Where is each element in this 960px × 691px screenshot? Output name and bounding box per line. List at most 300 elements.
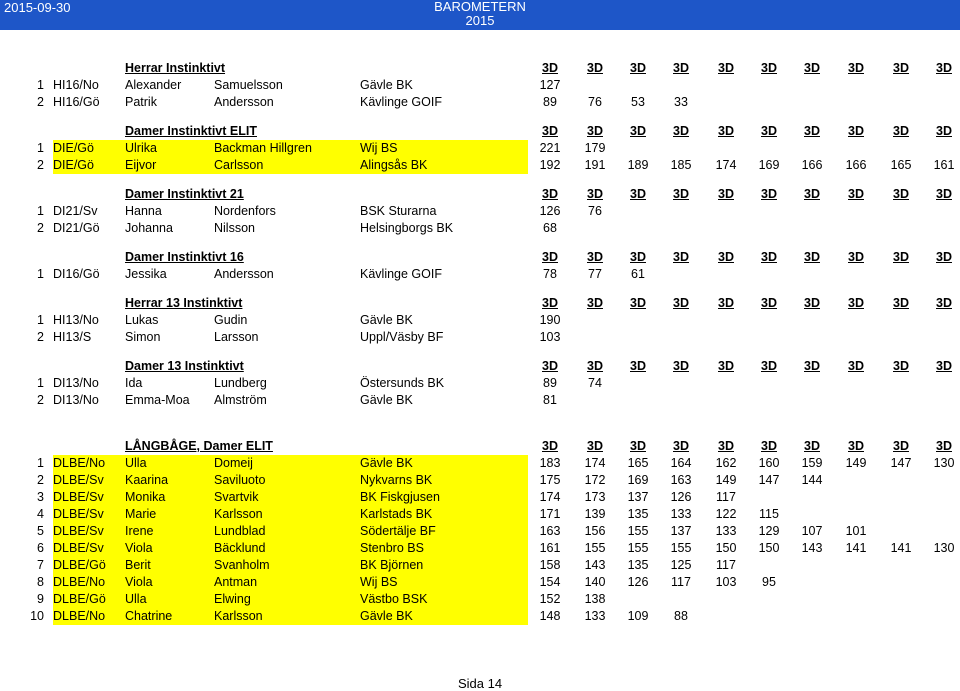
score-cell: 173 bbox=[584, 490, 606, 504]
section-title: Damer Instinktivt 21 bbox=[125, 187, 244, 201]
score-cell: 147 bbox=[890, 456, 912, 470]
column-header-3d: 3D bbox=[848, 61, 864, 75]
class-cell: DI21/Sv bbox=[53, 204, 98, 218]
last-name-cell: Lundberg bbox=[214, 376, 267, 390]
column-header-3d: 3D bbox=[673, 250, 689, 264]
score-cell: 144 bbox=[801, 473, 823, 487]
score-cell: 78 bbox=[543, 267, 557, 281]
score-cell: 81 bbox=[543, 393, 557, 407]
score-cell: 159 bbox=[801, 456, 823, 470]
table-row bbox=[0, 94, 960, 111]
score-cell: 152 bbox=[539, 592, 561, 606]
column-header-3d: 3D bbox=[542, 296, 558, 310]
score-cell: 164 bbox=[670, 456, 692, 470]
column-header-3d: 3D bbox=[630, 124, 646, 138]
column-header-3d: 3D bbox=[673, 439, 689, 453]
score-cell: 140 bbox=[584, 575, 606, 589]
score-cell: 162 bbox=[715, 456, 737, 470]
table-row bbox=[0, 312, 960, 329]
column-header-3d: 3D bbox=[673, 124, 689, 138]
club-cell: Uppl/Väsby BF bbox=[360, 330, 444, 344]
club-cell: Alingsås BK bbox=[360, 158, 428, 172]
score-cell: 137 bbox=[627, 490, 649, 504]
score-cell: 141 bbox=[845, 541, 867, 555]
class-cell: HI13/No bbox=[53, 313, 99, 327]
table-row bbox=[0, 574, 960, 591]
column-header-3d: 3D bbox=[804, 124, 820, 138]
score-cell: 148 bbox=[539, 609, 561, 623]
column-header-3d: 3D bbox=[893, 187, 909, 201]
last-name-cell: Gudin bbox=[214, 313, 248, 327]
score-cell: 147 bbox=[758, 473, 780, 487]
score-cell: 135 bbox=[627, 507, 649, 521]
score-cell: 154 bbox=[539, 575, 561, 589]
first-name-cell: Chatrine bbox=[125, 609, 173, 623]
score-cell: 76 bbox=[588, 95, 602, 109]
rank-cell: 1 bbox=[37, 204, 44, 218]
column-header-3d: 3D bbox=[936, 187, 952, 201]
last-name-cell: Andersson bbox=[214, 267, 274, 281]
class-cell: DLBE/No bbox=[53, 609, 106, 623]
score-cell: 175 bbox=[539, 473, 561, 487]
result-section bbox=[0, 358, 960, 409]
rank-cell: 1 bbox=[37, 456, 44, 470]
club-cell: Gävle BK bbox=[360, 456, 413, 470]
column-header-3d: 3D bbox=[761, 250, 777, 264]
rank-cell: 1 bbox=[37, 141, 44, 155]
score-cell: 192 bbox=[539, 158, 561, 172]
score-cell: 174 bbox=[584, 456, 606, 470]
column-header-3d: 3D bbox=[893, 124, 909, 138]
section-header-row bbox=[0, 438, 960, 455]
header-title-line1: BAROMETERN bbox=[434, 0, 526, 14]
score-cell: 115 bbox=[759, 507, 779, 521]
class-cell: DLBE/Sv bbox=[53, 490, 104, 504]
score-cell: 150 bbox=[715, 541, 737, 555]
score-cell: 155 bbox=[584, 541, 606, 555]
score-cell: 221 bbox=[539, 141, 561, 155]
table-row bbox=[0, 608, 960, 625]
column-header-3d: 3D bbox=[587, 439, 603, 453]
last-name-cell: Backman Hillgren bbox=[214, 141, 312, 155]
table-row bbox=[0, 220, 960, 237]
result-section bbox=[0, 60, 960, 111]
column-header-3d: 3D bbox=[587, 61, 603, 75]
club-cell: Kävlinge GOIF bbox=[360, 95, 442, 109]
club-cell: Karlstads BK bbox=[360, 507, 433, 521]
club-cell: BK Björnen bbox=[360, 558, 424, 572]
score-cell: 68 bbox=[543, 221, 557, 235]
club-cell: BK Fiskgjusen bbox=[360, 490, 440, 504]
column-header-3d: 3D bbox=[893, 250, 909, 264]
column-header-3d: 3D bbox=[718, 187, 734, 201]
first-name-cell: Irene bbox=[125, 524, 154, 538]
column-header-3d: 3D bbox=[848, 439, 864, 453]
rank-cell: 7 bbox=[37, 558, 44, 572]
score-cell: 169 bbox=[627, 473, 649, 487]
score-cell: 74 bbox=[588, 376, 602, 390]
score-cell: 174 bbox=[715, 158, 737, 172]
section-spacer bbox=[0, 111, 960, 123]
table-row bbox=[0, 506, 960, 523]
score-cell: 165 bbox=[627, 456, 649, 470]
result-section bbox=[0, 123, 960, 174]
class-cell: DI13/No bbox=[53, 393, 99, 407]
score-cell: 189 bbox=[627, 158, 649, 172]
page-footer: Sida 14 bbox=[457, 676, 503, 691]
column-header-3d: 3D bbox=[673, 187, 689, 201]
first-name-cell: Johanna bbox=[125, 221, 173, 235]
class-cell: DLBE/Gö bbox=[53, 558, 106, 572]
score-cell: 183 bbox=[539, 456, 561, 470]
last-name-cell: Larsson bbox=[214, 330, 259, 344]
section-header-row bbox=[0, 295, 960, 312]
score-cell: 172 bbox=[584, 473, 606, 487]
class-cell: DI16/Gö bbox=[53, 267, 100, 281]
column-header-3d: 3D bbox=[673, 296, 689, 310]
column-header-3d: 3D bbox=[804, 359, 820, 373]
club-cell: Wij BS bbox=[360, 575, 398, 589]
class-cell: DLBE/Sv bbox=[53, 541, 104, 555]
column-header-3d: 3D bbox=[630, 359, 646, 373]
column-header-3d: 3D bbox=[761, 359, 777, 373]
class-cell: HI16/Gö bbox=[53, 95, 100, 109]
column-header-3d: 3D bbox=[587, 124, 603, 138]
column-header-3d: 3D bbox=[761, 296, 777, 310]
first-name-cell: Kaarina bbox=[125, 473, 169, 487]
club-cell: Gävle BK bbox=[360, 393, 413, 407]
result-section bbox=[0, 186, 960, 237]
table-row bbox=[0, 489, 960, 506]
column-header-3d: 3D bbox=[804, 61, 820, 75]
rank-cell: 1 bbox=[37, 78, 44, 92]
column-header-3d: 3D bbox=[673, 359, 689, 373]
column-header-3d: 3D bbox=[804, 187, 820, 201]
section-spacer bbox=[0, 237, 960, 249]
first-name-cell: Lukas bbox=[125, 313, 159, 327]
class-cell: DLBE/Sv bbox=[53, 507, 104, 521]
class-cell: DLBE/Sv bbox=[53, 473, 104, 487]
score-cell: 156 bbox=[584, 524, 606, 538]
last-name-cell: Nilsson bbox=[214, 221, 255, 235]
rank-cell: 9 bbox=[37, 592, 44, 606]
rank-cell: 5 bbox=[37, 524, 44, 538]
table-row bbox=[0, 375, 960, 392]
table-row bbox=[0, 472, 960, 489]
score-cell: 141 bbox=[890, 541, 912, 555]
score-cell: 129 bbox=[758, 524, 780, 538]
column-header-3d: 3D bbox=[587, 296, 603, 310]
last-name-cell: Nordenfors bbox=[214, 204, 276, 218]
column-header-3d: 3D bbox=[893, 359, 909, 373]
score-cell: 161 bbox=[933, 158, 955, 172]
score-cell: 109 bbox=[627, 609, 649, 623]
column-header-3d: 3D bbox=[936, 250, 952, 264]
last-name-cell: Carlsson bbox=[214, 158, 264, 172]
score-cell: 149 bbox=[715, 473, 737, 487]
section-header-row bbox=[0, 123, 960, 140]
class-cell: DLBE/No bbox=[53, 456, 106, 470]
last-name-cell: Karlsson bbox=[214, 609, 263, 623]
section-title: Herrar 13 Instinktivt bbox=[125, 296, 243, 310]
column-header-3d: 3D bbox=[761, 124, 777, 138]
class-cell: DI13/No bbox=[53, 376, 99, 390]
club-cell: Södertälje BF bbox=[360, 524, 436, 538]
first-name-cell: Ulla bbox=[125, 592, 147, 606]
column-header-3d: 3D bbox=[587, 359, 603, 373]
score-cell: 166 bbox=[845, 158, 867, 172]
first-name-cell: Ulrika bbox=[125, 141, 157, 155]
column-header-3d: 3D bbox=[804, 250, 820, 264]
score-cell: 166 bbox=[801, 158, 823, 172]
rank-cell: 1 bbox=[37, 376, 44, 390]
rank-cell: 10 bbox=[30, 609, 44, 623]
last-name-cell: Andersson bbox=[214, 95, 274, 109]
section-header-row bbox=[0, 186, 960, 203]
score-cell: 163 bbox=[539, 524, 561, 538]
first-name-cell: Simon bbox=[125, 330, 161, 344]
club-cell: Gävle BK bbox=[360, 609, 413, 623]
column-header-3d: 3D bbox=[718, 250, 734, 264]
score-cell: 143 bbox=[584, 558, 606, 572]
score-cell: 76 bbox=[588, 204, 602, 218]
column-header-3d: 3D bbox=[936, 124, 952, 138]
score-cell: 138 bbox=[584, 592, 606, 606]
score-cell: 33 bbox=[674, 95, 688, 109]
score-cell: 139 bbox=[584, 507, 606, 521]
rank-cell: 2 bbox=[37, 393, 44, 407]
rank-cell: 2 bbox=[37, 330, 44, 344]
table-row bbox=[0, 77, 960, 94]
first-name-cell: Emma-Moa bbox=[125, 393, 190, 407]
score-cell: 137 bbox=[670, 524, 692, 538]
score-cell: 190 bbox=[539, 313, 561, 327]
score-cell: 117 bbox=[716, 490, 736, 504]
rank-cell: 4 bbox=[37, 507, 44, 521]
column-header-3d: 3D bbox=[848, 296, 864, 310]
result-section bbox=[0, 295, 960, 346]
table-row bbox=[0, 329, 960, 346]
score-cell: 89 bbox=[543, 95, 557, 109]
column-header-3d: 3D bbox=[761, 187, 777, 201]
first-name-cell: Patrik bbox=[125, 95, 157, 109]
first-name-cell: Ida bbox=[125, 376, 143, 390]
column-header-3d: 3D bbox=[761, 439, 777, 453]
score-cell: 130 bbox=[933, 541, 955, 555]
score-cell: 103 bbox=[715, 575, 737, 589]
score-cell: 107 bbox=[801, 524, 823, 538]
first-name-cell: Viola bbox=[125, 541, 153, 555]
score-cell: 101 bbox=[845, 524, 867, 538]
first-name-cell: Eijvor bbox=[125, 158, 157, 172]
column-header-3d: 3D bbox=[587, 187, 603, 201]
section-title: Damer Instinktivt 16 bbox=[125, 250, 244, 264]
club-cell: Helsingborgs BK bbox=[360, 221, 454, 235]
score-cell: 155 bbox=[627, 524, 649, 538]
column-header-3d: 3D bbox=[630, 296, 646, 310]
rank-cell: 1 bbox=[37, 267, 44, 281]
column-header-3d: 3D bbox=[718, 296, 734, 310]
last-name-cell: Lundblad bbox=[214, 524, 266, 538]
club-cell: Gävle BK bbox=[360, 313, 413, 327]
score-cell: 155 bbox=[627, 541, 649, 555]
header-title-line2: 2015 bbox=[465, 13, 495, 28]
score-cell: 133 bbox=[670, 507, 692, 521]
column-header-3d: 3D bbox=[630, 61, 646, 75]
section-header-row bbox=[0, 249, 960, 266]
section-spacer bbox=[0, 346, 960, 358]
score-cell: 161 bbox=[539, 541, 561, 555]
score-cell: 122 bbox=[715, 507, 737, 521]
club-cell: Kävlinge GOIF bbox=[360, 267, 442, 281]
club-cell: BSK Sturarna bbox=[360, 204, 437, 218]
last-name-cell: Svartvik bbox=[214, 490, 259, 504]
header-date: 2015-09-30 bbox=[4, 0, 71, 15]
score-cell: 160 bbox=[758, 456, 780, 470]
section-header-row bbox=[0, 60, 960, 77]
last-name-cell: Samuelsson bbox=[214, 78, 283, 92]
score-cell: 125 bbox=[670, 558, 692, 572]
section-spacer bbox=[0, 409, 960, 438]
score-cell: 143 bbox=[801, 541, 823, 555]
last-name-cell: Domeij bbox=[214, 456, 253, 470]
column-header-3d: 3D bbox=[718, 61, 734, 75]
score-cell: 77 bbox=[588, 267, 602, 281]
last-name-cell: Karlsson bbox=[214, 507, 263, 521]
score-cell: 103 bbox=[539, 330, 561, 344]
score-cell: 126 bbox=[539, 204, 561, 218]
club-cell: Wij BS bbox=[360, 141, 398, 155]
last-name-cell: Elwing bbox=[214, 592, 251, 606]
column-header-3d: 3D bbox=[587, 250, 603, 264]
column-header-3d: 3D bbox=[542, 359, 558, 373]
rank-cell: 2 bbox=[37, 95, 44, 109]
first-name-cell: Viola bbox=[125, 575, 153, 589]
column-header-3d: 3D bbox=[630, 250, 646, 264]
first-name-cell: Berit bbox=[125, 558, 151, 572]
score-cell: 117 bbox=[671, 575, 691, 589]
column-header-3d: 3D bbox=[848, 124, 864, 138]
table-row bbox=[0, 266, 960, 283]
column-header-3d: 3D bbox=[542, 439, 558, 453]
score-cell: 126 bbox=[670, 490, 692, 504]
rank-cell: 2 bbox=[37, 473, 44, 487]
first-name-cell: Alexander bbox=[125, 78, 182, 92]
class-cell: DIE/Gö bbox=[53, 141, 94, 155]
column-header-3d: 3D bbox=[542, 187, 558, 201]
rank-cell: 8 bbox=[37, 575, 44, 589]
table-row bbox=[0, 540, 960, 557]
class-cell: DLBE/Sv bbox=[53, 524, 104, 538]
club-cell: Västbo BSK bbox=[360, 592, 428, 606]
column-header-3d: 3D bbox=[718, 359, 734, 373]
score-cell: 174 bbox=[539, 490, 561, 504]
result-section bbox=[0, 249, 960, 283]
column-header-3d: 3D bbox=[936, 439, 952, 453]
score-cell: 179 bbox=[584, 141, 606, 155]
column-header-3d: 3D bbox=[761, 61, 777, 75]
score-cell: 117 bbox=[716, 558, 736, 572]
first-name-cell: Marie bbox=[125, 507, 157, 521]
table-row bbox=[0, 591, 960, 608]
score-cell: 185 bbox=[670, 158, 692, 172]
column-header-3d: 3D bbox=[936, 61, 952, 75]
first-name-cell: Hanna bbox=[125, 204, 162, 218]
score-cell: 130 bbox=[933, 456, 955, 470]
last-name-cell: Svanholm bbox=[214, 558, 270, 572]
first-name-cell: Ulla bbox=[125, 456, 147, 470]
class-cell: HI13/S bbox=[53, 330, 92, 344]
column-header-3d: 3D bbox=[893, 439, 909, 453]
column-header-3d: 3D bbox=[542, 124, 558, 138]
section-spacer bbox=[0, 283, 960, 295]
score-cell: 169 bbox=[758, 158, 780, 172]
column-header-3d: 3D bbox=[718, 124, 734, 138]
section-header-row bbox=[0, 358, 960, 375]
club-cell: Stenbro BS bbox=[360, 541, 424, 555]
class-cell: HI16/No bbox=[53, 78, 99, 92]
rank-cell: 3 bbox=[37, 490, 44, 504]
table-row bbox=[0, 392, 960, 409]
last-name-cell: Almström bbox=[214, 393, 267, 407]
score-cell: 158 bbox=[539, 558, 561, 572]
table-row bbox=[0, 523, 960, 540]
column-header-3d: 3D bbox=[893, 61, 909, 75]
column-header-3d: 3D bbox=[848, 250, 864, 264]
page-header bbox=[0, 0, 960, 30]
column-header-3d: 3D bbox=[893, 296, 909, 310]
score-cell: 61 bbox=[631, 267, 645, 281]
table-row bbox=[0, 157, 960, 174]
club-cell: Östersunds BK bbox=[360, 376, 445, 390]
column-header-3d: 3D bbox=[542, 250, 558, 264]
column-header-3d: 3D bbox=[848, 359, 864, 373]
column-header-3d: 3D bbox=[804, 439, 820, 453]
column-header-3d: 3D bbox=[936, 359, 952, 373]
table-row bbox=[0, 203, 960, 220]
section-title: Damer Instinktivt ELIT bbox=[125, 124, 257, 138]
club-cell: Nykvarns BK bbox=[360, 473, 433, 487]
score-cell: 165 bbox=[890, 158, 912, 172]
column-header-3d: 3D bbox=[718, 439, 734, 453]
score-cell: 133 bbox=[715, 524, 737, 538]
table-row bbox=[0, 455, 960, 472]
last-name-cell: Saviluoto bbox=[214, 473, 266, 487]
score-cell: 126 bbox=[627, 575, 649, 589]
score-cell: 127 bbox=[539, 78, 561, 92]
column-header-3d: 3D bbox=[804, 296, 820, 310]
class-cell: DLBE/No bbox=[53, 575, 106, 589]
rank-cell: 2 bbox=[37, 158, 44, 172]
table-row bbox=[0, 140, 960, 157]
club-cell: Gävle BK bbox=[360, 78, 413, 92]
rank-cell: 2 bbox=[37, 221, 44, 235]
class-cell: DI21/Gö bbox=[53, 221, 100, 235]
score-cell: 163 bbox=[670, 473, 692, 487]
results-content bbox=[0, 60, 960, 625]
rank-cell: 6 bbox=[37, 541, 44, 555]
result-section bbox=[0, 438, 960, 625]
header-title bbox=[0, 0, 960, 28]
column-header-3d: 3D bbox=[630, 439, 646, 453]
section-title: Damer 13 Instinktivt bbox=[125, 359, 244, 373]
last-name-cell: Antman bbox=[214, 575, 258, 589]
score-cell: 133 bbox=[584, 609, 606, 623]
column-header-3d: 3D bbox=[848, 187, 864, 201]
last-name-cell: Bäcklund bbox=[214, 541, 266, 555]
section-spacer bbox=[0, 174, 960, 186]
column-header-3d: 3D bbox=[630, 187, 646, 201]
